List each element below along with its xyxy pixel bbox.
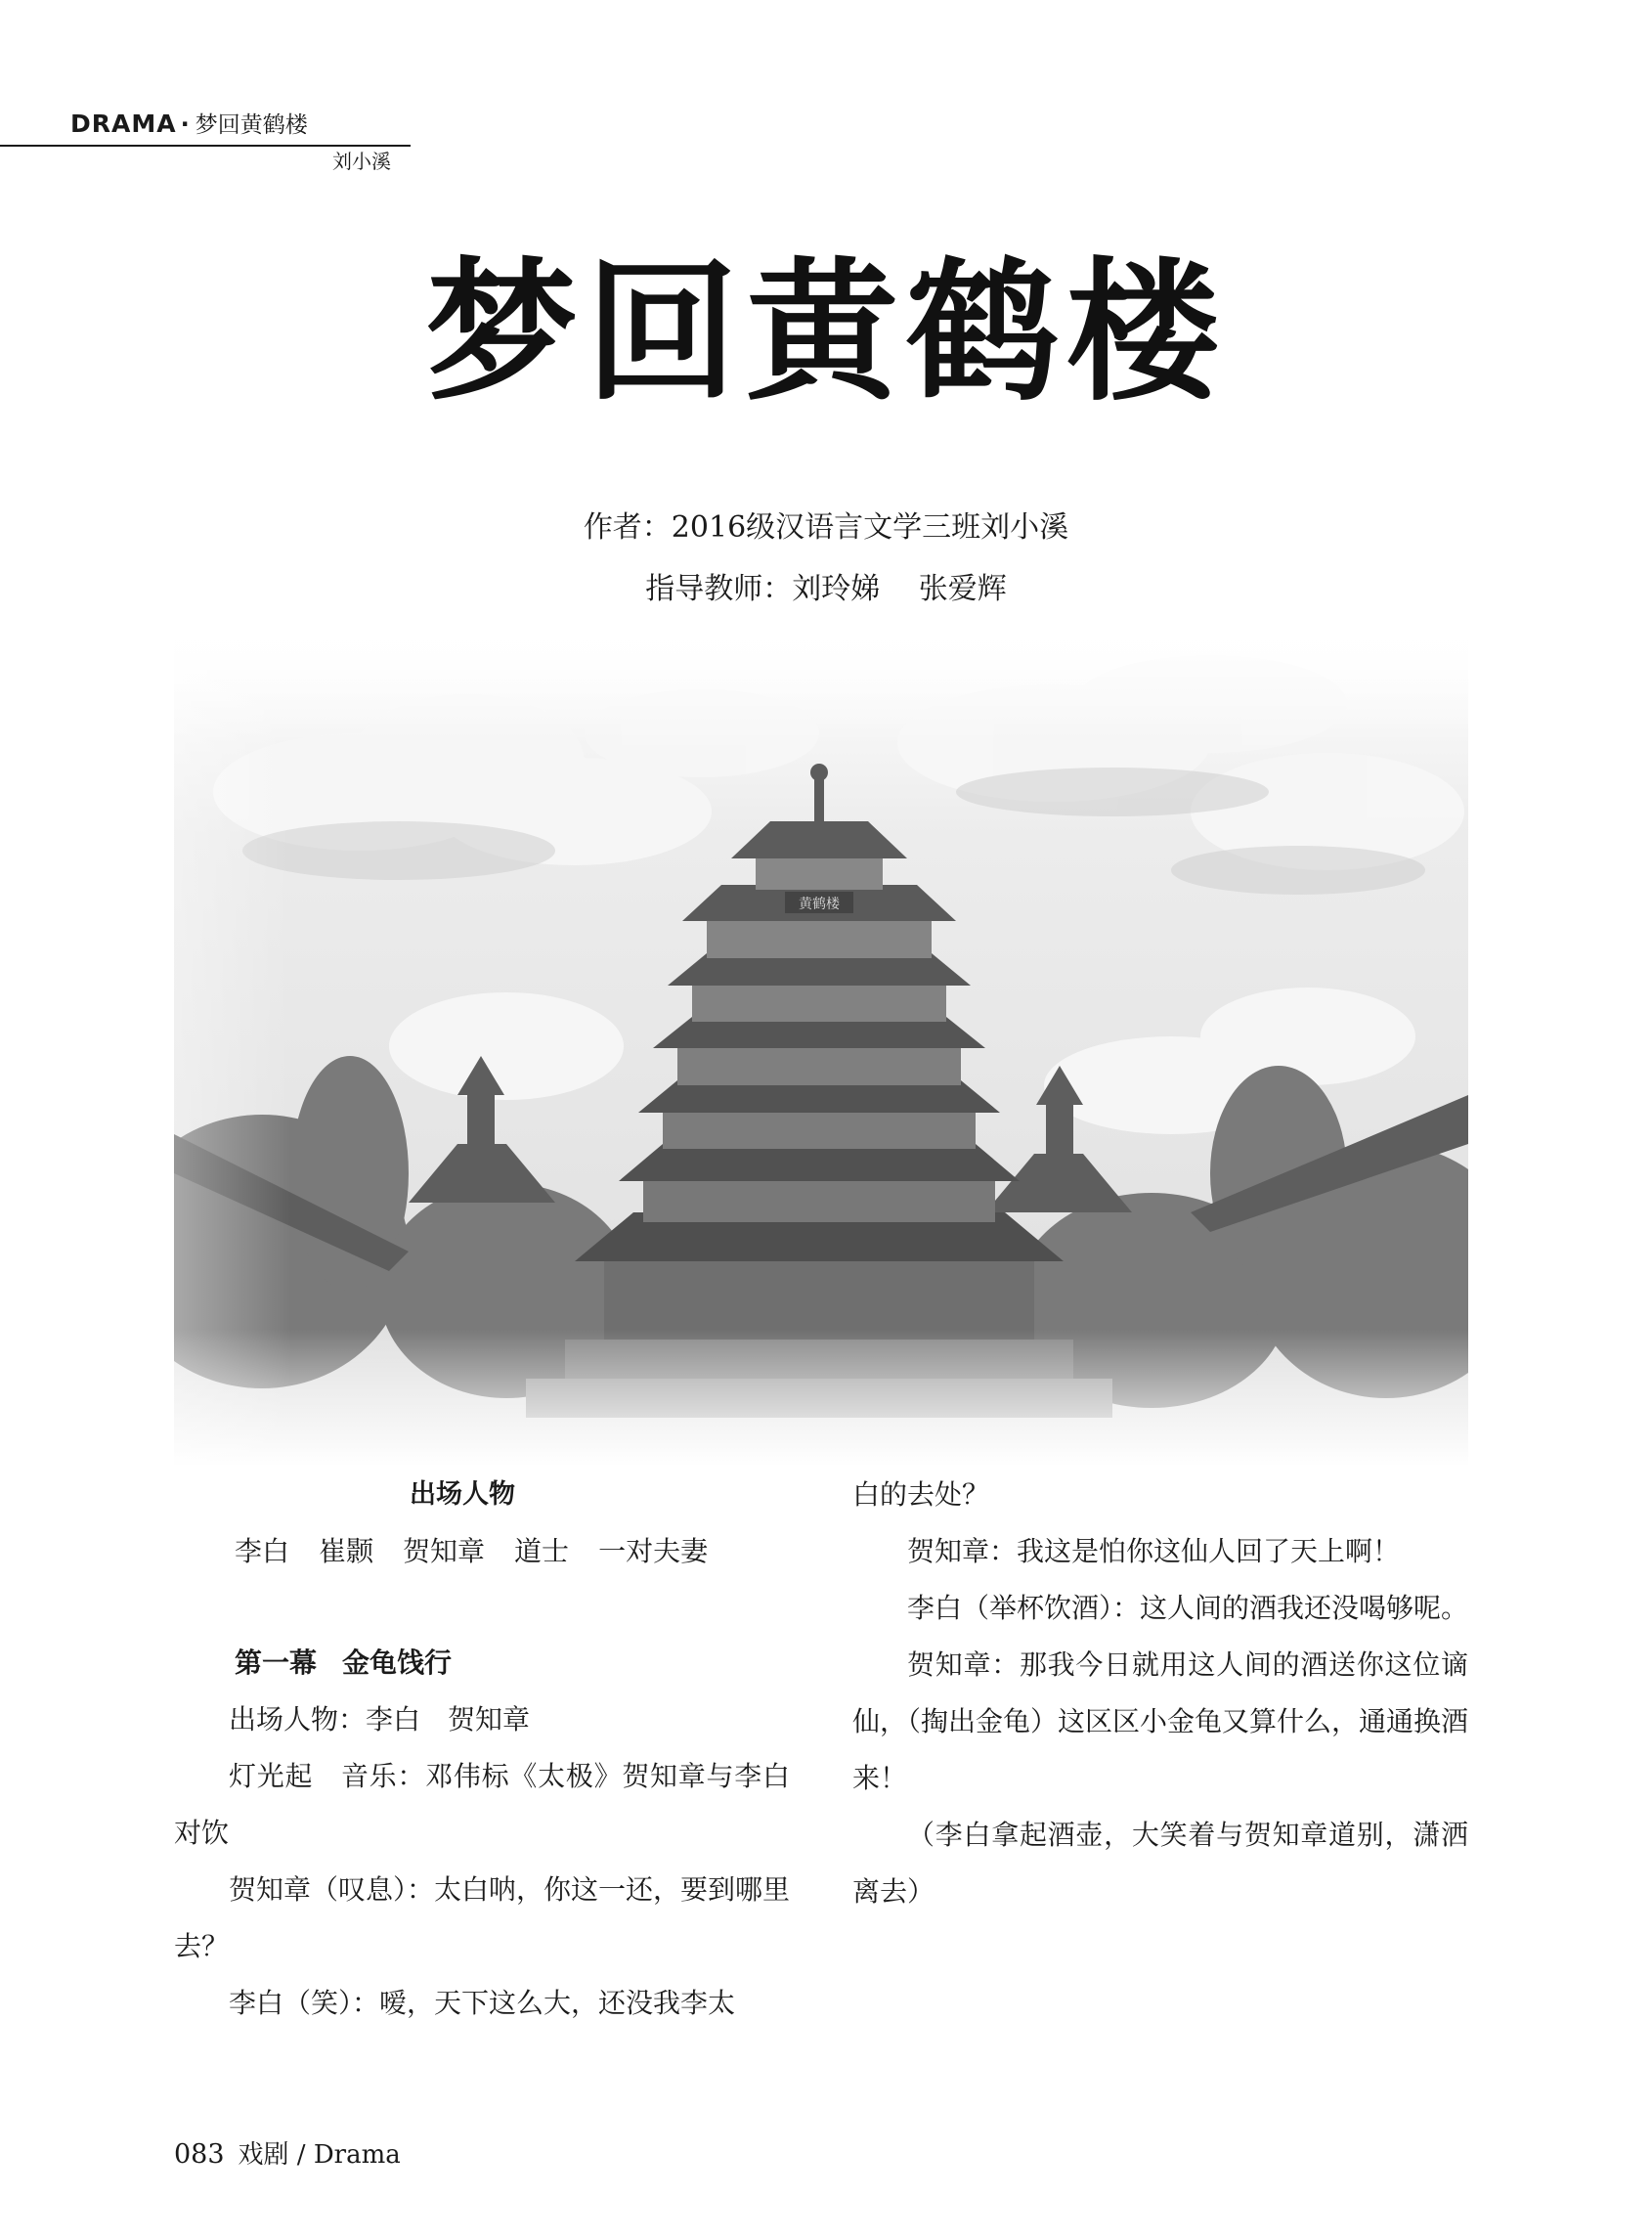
page-title: 梦回黄鹤楼 (425, 243, 1227, 421)
cast-member: 一对夫妻 (598, 1535, 709, 1567)
magazine-name: 戏剧 / Drama (238, 2140, 401, 2170)
act-name: 金龟饯行 (342, 1647, 453, 1679)
cast-heading: 出场人物 (410, 1479, 515, 1510)
cast-member: 李白 (235, 1535, 290, 1567)
running-header (70, 110, 308, 140)
left-column (174, 1467, 790, 2032)
cast-member: 崔颢 (319, 1535, 374, 1567)
paragraph: 出场人物：李白 贺知章 (229, 1703, 531, 1735)
header-brand: DRAMA (70, 110, 177, 138)
yellow-crane-tower-photo (174, 626, 1468, 1467)
cast-list (174, 1523, 790, 1580)
act-heading (174, 1635, 790, 1691)
header-rule (0, 145, 411, 147)
paragraph-continuation: 白的去处？ (852, 1478, 990, 1511)
header-author: 刘小溪 (332, 150, 391, 173)
author-byline: 作者：2016级汉语言文学三班刘小溪 (583, 510, 1069, 545)
stage-direction: （李白拿起酒壶，大笑着与贺知章道别，潇洒离去） (852, 1819, 1468, 1908)
paragraph: 李白（举杯饮酒）：这人间的酒我还没喝够呢。 (907, 1592, 1469, 1624)
cast-member: 贺知章 (403, 1535, 486, 1567)
act-number: 第一幕 (235, 1647, 318, 1679)
tower-plaque-text: 黄鹤楼 (799, 897, 840, 912)
paragraph: 灯光起 音乐：邓伟标《太极》贺知章与李白对饮 (174, 1760, 790, 1849)
paragraph: 贺知章：那我今日就用这人间的酒送你这位谪仙，（掏出金龟）这区区小金龟又算什么，通通换酒来！ (852, 1648, 1469, 1794)
header-separator: · (180, 110, 190, 138)
cast-member: 道士 (514, 1535, 570, 1567)
paragraph: 李白（笑）：嗳，天下这么大，还没我李太 (229, 1987, 736, 2019)
page-footer (174, 2138, 401, 2172)
paragraph: 贺知章：我这是怕你这仙人回了天上啊！ (907, 1535, 1401, 1567)
right-column (852, 1467, 1468, 1920)
paragraph: 贺知章（叹息）：太白呐，你这一还，要到哪里去？ (174, 1873, 791, 1962)
advisor-byline: 指导教师：刘玲娣 张爱辉 (645, 572, 1007, 606)
header-section-title: 梦回黄鹤楼 (195, 112, 308, 138)
page-number: 083 (174, 2139, 225, 2170)
